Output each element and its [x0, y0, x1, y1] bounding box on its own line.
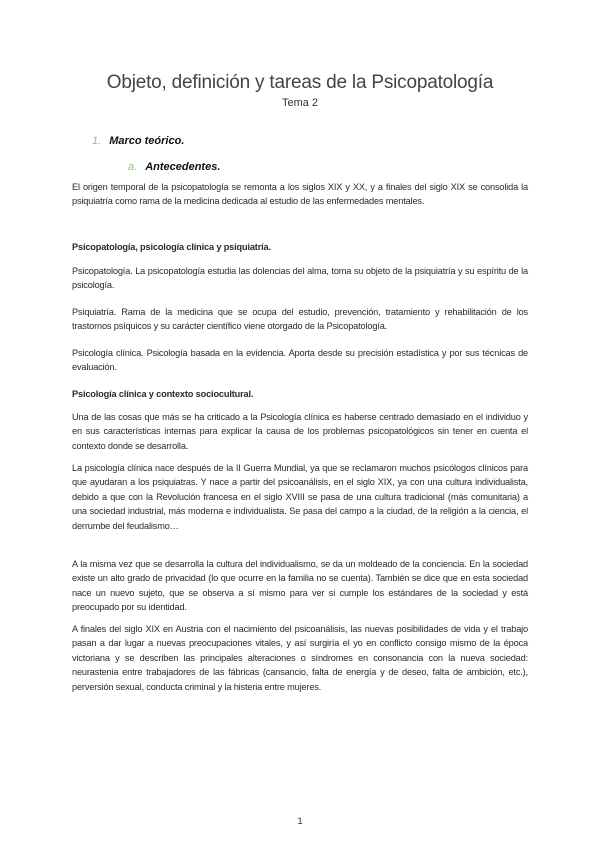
- paragraph-psicopatologia: Psicopatología. La psicopatología estudia las dolencias del alma, toma su objeto de la psiquiatría y su espíritu de la psicología.: [72, 266, 528, 291]
- section-heading-contexto: Psicología clínica y contexto sociocultural.: [72, 389, 254, 399]
- paragraph-origen: El origen temporal de la psicopatología se remonta a los siglos XIX y XX, y a finales del siglo XIX se consolida la psiquiatría como rama de la medicina dedicada al estudio de las enfermedades mentales.: [72, 182, 528, 207]
- document-title: Objeto, definición y tareas de la Psicopatología: [106, 72, 494, 93]
- heading-marco-teorico: [92, 135, 184, 147]
- document-subtitle: Tema 2: [281, 97, 319, 109]
- subheading-letter: a.: [128, 161, 138, 173]
- heading-number: 1.: [92, 135, 102, 147]
- subheading-text: Antecedentes.: [145, 161, 221, 173]
- heading-text: Marco teórico.: [109, 135, 185, 147]
- section-heading-psicopatologia: Psicopatología, psicología clínica y psiquiatría.: [72, 242, 271, 252]
- paragraph-siglo-xix: A finales del siglo XIX en Austria con el nacimiento del psicoanálisis, las nuevas posibilidades de vida y el trabajo pasan a dar lugar a nuevas preocupaciones vitales, y así surgiría el yo en conflicto consigo mismo de la época victoriana y se describen las principales alteraciones o síndromes en consonancia con la nueva sociedad: neurastenia entre trabajadores de las fábricas (cansancio, falta de energía y de deseo, falta de ambición, etc.), perversión sexual, conducta criminal y la histeria entre mujeres.: [72, 624, 528, 692]
- paragraph-criticas: Una de las cosas que más se ha criticado a la Psicología clínica es haberse centrado demasiado en el individuo y en sus características internas para explicar la causa de los problemas psicopatológicos sin tener en cuenta el contexto donde se desarrolla.: [72, 412, 528, 451]
- page-number: 1: [297, 816, 303, 827]
- paragraph-psicologia-clinica: Psicología clínica. Psicología basada en la evidencia. Aporta desde su precisión estadística y por sus técnicas de evaluación.: [72, 348, 528, 373]
- paragraph-psiquiatria: Psiquiatría. Rama de la medicina que se ocupa del estudio, prevención, tratamiento y rehabilitación de los trastornos psíquicos y su carácter científico viene otorgado de la Psicopatología.: [72, 307, 528, 332]
- paragraph-individualismo: A la misma vez que se desarrolla la cultura del individualismo, se da un moldeado de la conciencia. En la sociedad existe un alto grado de privacidad (lo que ocurre en la familia no se cuenta). También se dice que en esta sociedad nace un nuevo sujeto, que se observa a sí mismo para ver si cumple los estándares de la sociedad y está preocupado por su identidad.: [72, 559, 528, 613]
- paragraph-nacimiento: La psicología clínica nace después de la II Guerra Mundial, ya que se reclamaron muchos psicólogos clínicos para que ayudaran a los psiquiatras. Y nace a partir del psicoanálisis, en el siglo XIX, ya con una cultura individualista, debido a que con la Revolución francesa en el siglo XVIII se pasa de una cultura tradicional (más comunitaria) a una sociedad industrial, más moderna e individualista. Se pasa del campo a la ciudad, de la religión a la ciencia, el derrumbe del feudalismo…: [72, 463, 528, 531]
- subheading-antecedentes: [128, 161, 220, 173]
